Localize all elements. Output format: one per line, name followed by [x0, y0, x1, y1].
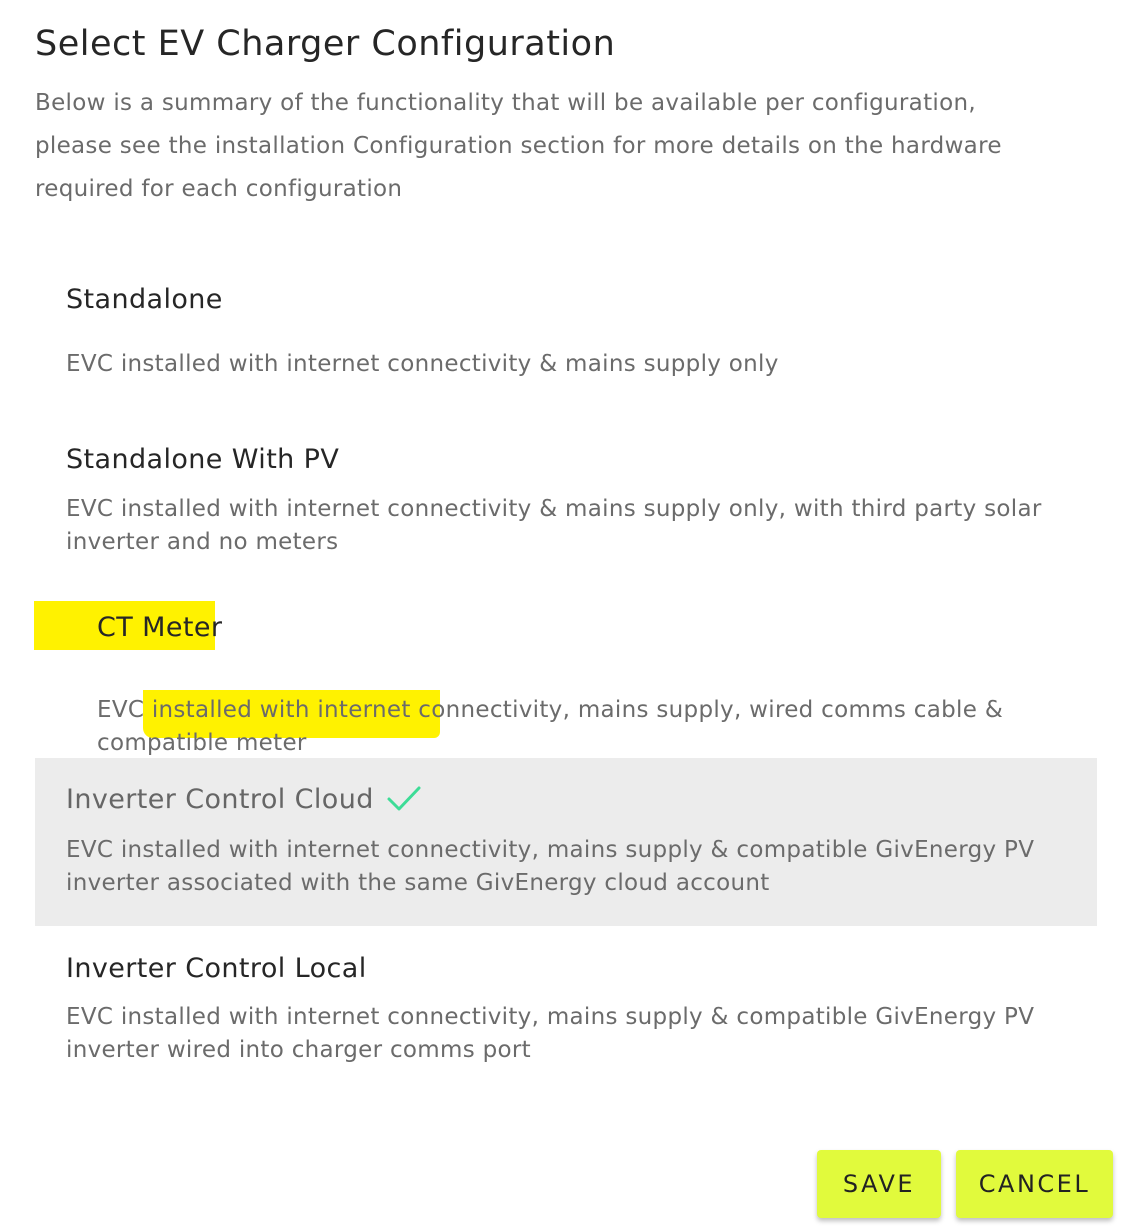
- option-description: EVC installed with internet connectivity, mains supply & compatible GivEnergy PV inverter associated with the same GivEnergy cloud account: [66, 837, 1035, 896]
- option-inverter-control-local[interactable]: [35, 940, 1097, 1080]
- option-standalone[interactable]: [35, 270, 1097, 400]
- check-icon: [386, 784, 422, 812]
- option-description-part: EVC installed with internet connectivity, mains supply, wired comms cable: [97, 697, 978, 723]
- option-title: Standalone: [66, 284, 223, 315]
- option-description: EVC installed with internet connectivity & mains supply only: [66, 351, 779, 377]
- dialog-subtitle: Below is a summary of the functionality that will be available per configuration, please see the installation Configuration section for more details on the hardware required for each configuration: [35, 90, 1002, 202]
- dialog-title: Select EV Charger Configuration: [35, 24, 616, 64]
- option-description: EVC installed with internet connectivity, mains supply & compatible GivEnergy PV inverter wired into charger comms port: [66, 1004, 1035, 1063]
- option-title: Standalone With PV: [66, 444, 340, 475]
- option-title: [66, 784, 422, 815]
- option-ct-meter[interactable]: [35, 598, 1097, 756]
- option-description: EVC installed with internet connectivity & mains supply only, with third party solar inverter and no meters: [66, 496, 1042, 555]
- option-title: CT Meter: [97, 612, 223, 643]
- save-button[interactable]: SAVE: [817, 1150, 941, 1218]
- option-inverter-control-cloud[interactable]: [35, 758, 1097, 926]
- cancel-button[interactable]: CANCEL: [956, 1150, 1113, 1218]
- option-description-highlighted: & compatible meter: [97, 697, 1004, 756]
- option-standalone-with-pv[interactable]: [35, 430, 1097, 570]
- option-title-text: Inverter Control Cloud: [66, 784, 374, 815]
- option-title: Inverter Control Local: [66, 953, 367, 984]
- option-description: [97, 694, 1107, 760]
